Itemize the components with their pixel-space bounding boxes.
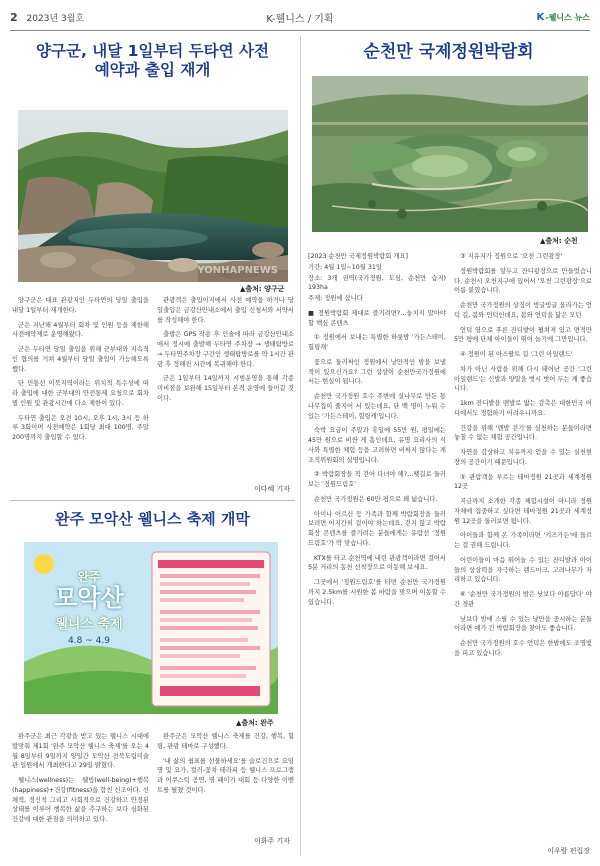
paragraph: 순천만 국가정원의 상징이 빙글빙글 올라가는 언덕 길, 봄와 언덕인데요, 봄와 언덕을 닮은 모던 bbox=[454, 302, 592, 319]
overview-venue: 장소: 3개 권역(국가정원, 도심, 순천만 습지) 193ha bbox=[308, 274, 446, 292]
header-rule bbox=[10, 30, 590, 31]
paragraph: ④ 정원이 된 아스팔트 길 '그린 아일랜드' bbox=[460, 351, 573, 358]
paragraph: 순천만 국가정원 호수 주변에 실나무로 만든 통나무집이 줄지어 서 있는데요, 단 백 명이 누워 수 있는 '가든스테이, 힐링캐'입니다. bbox=[308, 393, 446, 420]
wanju-headline: 완주 모악산 웰니스 축제 개막 bbox=[55, 510, 250, 528]
brand-name: -웰니스 뉴스 bbox=[545, 12, 590, 22]
dutayeon-photo bbox=[18, 110, 288, 282]
issue-date: 2023년 3월호 bbox=[26, 13, 85, 24]
paragraph: 순천만 국가정원의 호수 언덕은 한밤에도 조명빛을 피고 있습니다. bbox=[454, 640, 592, 657]
paragraph: 단 민통선 이북지역이라는 위치적 특수성에 따라 출입에 대한 군부대의 안전통제 요청으로 회차별 인원 및 관광시간에 다소 제한이 있다. bbox=[12, 380, 149, 407]
poster-title-small: 완주 bbox=[77, 570, 101, 584]
paragraph: ① 정원에서 보내는 특별한 하룻밤 '가든스테이, 힐링캐' bbox=[308, 334, 446, 351]
wanju-article-col1 bbox=[12, 732, 149, 830]
paragraph: 꽃으로 둘러싸인 정원에서 낭만적인 밤을 보낼 적이 있으신가요? 그런 상상이 순천만국가정원에서는 현실이 됩니다. bbox=[308, 358, 446, 386]
left-byline: 이다혜 기자 bbox=[253, 485, 290, 493]
column-divider bbox=[300, 36, 301, 856]
poster-dates: 4.8 ~ 4.9 bbox=[68, 636, 110, 647]
paragraph: 1km 잔디밭을 맨발로 밟는 감촉은 대한민국 어디에서도 경험하기 어려우니까요. bbox=[454, 400, 592, 417]
paragraph: 정원박람회를 앞두고 잔디광장으로 만들었습니다. 순천시 오천지구에 있어서 '오천 그린광장'으로 이름 붙였습니다. bbox=[454, 267, 592, 295]
paragraph: 군은 1일부터 14일까지 시범운영을 통해 각종 미비점을 보완해 15일부터 본격 운영에 들어갈 것이다. bbox=[157, 375, 294, 402]
paragraph: 출발은 GPS 작용 후 인솔에 따라 금강산안내소에서 정시에 출발해 두타연 주차장 → 생태탐방로 → 두타연주차장 구간인 생태탐방로를 약 1시간 관광 후 정해진 시간에 복귀해야 한다. bbox=[157, 331, 294, 368]
header-left bbox=[10, 11, 84, 24]
suncheon-headline: 순천만 국제정원박람회 bbox=[363, 42, 534, 62]
paragraph: 양구군은 대표 관광지인 두타연의 당일 출입을 내달 1일부터 재개한다. bbox=[12, 297, 149, 314]
poster-title-big: 모악산 bbox=[54, 584, 124, 612]
overview-period: 기간: 4월 1일~10월 31일 bbox=[308, 263, 382, 271]
wanju-byline: 이화주 기자 bbox=[253, 837, 290, 845]
paragraph: KTX를 타고 순천역에 내린 관광객이라면 걸어서 5분 거리의 동천 선착장으로 이동해 보세요. bbox=[308, 554, 446, 572]
section-rule bbox=[10, 500, 295, 501]
suncheon-photo-credit: ▲출처: 순천 bbox=[540, 237, 578, 245]
paragraph: 그곳에서 '정원드림호'를 타면 순천만 국가정원까지 2.5km를 시원한 봄 바람을 맞으며 이동할 수 있습니다. bbox=[308, 579, 446, 606]
left-photo-credit: ▲출처: 양구군 bbox=[240, 285, 285, 293]
overview-theme: 주제: 정원에 삽니다 bbox=[308, 295, 363, 302]
paragraph: 아이나 어르신 등 가족과 함께 박람회장을 둘러보려면 어지간히 걸어야 하는데요, 걷지 않고 박람회장 콘텐츠를 즐기려는 분들에게는 유람선 '정원드림호'가 딱 맞습니다. bbox=[308, 510, 446, 547]
paragraph: 지금까지 소개한 각종 체험시설이 아니라 정원 자체에 집중하고 싶다면 테마정원 21곳과 세계정원 12곳을 둘러보면 됩니다. bbox=[454, 498, 592, 525]
section-heading: ■ 정원박람회 제대로 즐기려면?…놓치지 말아야 할 핵심 콘텐츠 bbox=[308, 309, 446, 327]
wanju-poster-credit: ▲출처: 완주 bbox=[236, 719, 274, 727]
paragraph: '내 삶의 쉼표를 선물하세요'를 슬로건으로 요임명 및 요가, 컬러-꽃차 테라피 등 웰니스 프로그램과 어쿠스틱 공연, 명 패이기 대회 등 다양한 이벤트를 펼쳤 것이다. bbox=[157, 757, 294, 794]
left-article-col1 bbox=[12, 296, 149, 448]
paragraph: 완주군은 모악산 웰니스 축제를 건강, 행복, 힐링, 관광 테마로 구성했다. bbox=[157, 733, 294, 750]
paragraph: ③ 지유지가 정원으로 '오천 그린광장' bbox=[460, 253, 563, 260]
paragraph: 언덕 옆으로 푸른 잔디밭이 펼쳐져 있고 면적만 5만 평에 단체 아이들이 뛰어 놀기에 그만입니다. bbox=[454, 326, 592, 344]
wanju-article-col2 bbox=[157, 732, 294, 801]
suncheon-article-col2 bbox=[454, 252, 592, 664]
suncheon-article-col1 bbox=[308, 252, 446, 612]
section-title: K-웰니스 / 기획 bbox=[266, 13, 334, 25]
paragraph: 완주군은 최근 각광을 받고 있는 웰니스 시대에 발맞춰 제1회 '완주 모악산 웰니스 축제'를 오는 4월 8일부터 9일까지 양일간 모악산 전북도립미술관 일원에서 개최한다고 29일 밝혔다. bbox=[12, 733, 149, 770]
paragraph: 어린이들이 마음 뛰어놀 수 있는 잔디밭과 아이들의 상상력을 자극하는 랜드마크, 고려나무가 자리하고 있습니다. bbox=[454, 556, 592, 584]
page-header bbox=[10, 4, 590, 30]
photo-watermark: YONHAPNEWS bbox=[197, 265, 278, 276]
left-headline-line-2: 예약과 출입 재개 bbox=[94, 61, 211, 80]
paragraph: 순천만 국가정원은 60만 평으로 꽤 넓습니다. bbox=[314, 495, 438, 503]
paragraph: 웰니스(wellness)는 웰빙(well-being)+행복(happiness)+건강(fitness)을 합친 신조어다. 신체적, 정신적 그리고 사회적으로 건강하고 안정된 상태를 이루어 행복한 삶을 추구하는 보다 심화된 건강에 대한 관점을 의미하고 있다. bbox=[12, 777, 149, 823]
paragraph: 군은 두타연 당일 출입을 위해 군부대와 지속적인 협의를 거쳐 4월부터 당일 출입이 가능해도록 했다. bbox=[12, 346, 149, 373]
paragraph: 군은 지난해 4월부터 회차 및 인원 등을 제한해 사전예약제로 운영해왔다. bbox=[12, 321, 149, 339]
left-headline-line-1: 양구군, 내달 1일부터 두타연 사전 bbox=[36, 42, 269, 60]
dutayeon-photo-illustration bbox=[18, 110, 288, 282]
paragraph: 차가 아닌 사람을 위해 다시 태어난 공간 '그린 아일랜드'는 신발과 양말을 벗시 벗어 두는 게 좋습니다. bbox=[454, 365, 592, 393]
paragraph: ⑤ 관람객을 부르는 테마정원 21곳과 세계정원 12곳 bbox=[454, 473, 592, 491]
page-number: 2 bbox=[10, 10, 18, 24]
paragraph: 숙박 요금이 주말과 휴일에 55만 원, 평일에는 45만 원으로 비싼 게 흠인데요, 유명 요리사의 식사와 특별한 체험 등을 고려하면 비싸지 않다는 게 조직위원회의 설명입니다. bbox=[308, 427, 446, 464]
paragraph: 건강을 위해 '맨발 걷기'를 실천하는 분들이라면 놓칠 수 없는 체험 공간입니다. bbox=[454, 424, 592, 442]
poster-title-block bbox=[34, 568, 144, 646]
left-headline bbox=[10, 42, 295, 81]
suncheon-garden-photo bbox=[312, 76, 588, 232]
paragraph: 관광객은 출입이지에서 사전 예약을 하거나 당일출입은 금강산안내소에서 출입 신청서와 서약서를 작성해야 한다. bbox=[157, 297, 294, 324]
paragraph: 자연을 감상하고 치유까지 얻을 수 있는 실천현장의 공간이기 때문입니다. bbox=[454, 449, 592, 466]
paragraph: 아이들과 함께 온 가족이라면 '키즈가든'에 들르는 걸 권해 드립니다. bbox=[454, 532, 592, 549]
wanju-festival-poster bbox=[24, 542, 278, 714]
overview-title: [2023 순천만 국제정원박람회 개요] bbox=[308, 253, 408, 260]
brand-k-mark: K bbox=[536, 11, 545, 23]
left-article-col2 bbox=[157, 296, 294, 409]
paragraph: 낮보다 밤에 스릴 수 있는 낭만을 중시하는 분들이라면 예가 긴 박람회장을 찾아도 좋습니다. bbox=[454, 615, 592, 633]
paragraph: ⑥ '순천만 국가정원의 밤은 낮보다 아름답다' 야간 경관 bbox=[454, 591, 592, 608]
paragraph: 두타연 출입은 오전 10시, 오후 1시, 3시 등 하루 3회이며 사전예약은 1회당 최대 100명, 주말 200명까지 출입할 수 있다. bbox=[12, 414, 149, 441]
brand-logo bbox=[537, 12, 591, 23]
poster-subtitle: 웰니스 축제 bbox=[55, 617, 123, 633]
suncheon-photo-illustration bbox=[312, 76, 588, 232]
paragraph: ② 박람회장을 직 걷어 다녀야 해?…뗏길로 둘러보는 '정원드림호' bbox=[308, 471, 446, 488]
suncheon-byline: 이우람 편집장 bbox=[547, 847, 590, 855]
